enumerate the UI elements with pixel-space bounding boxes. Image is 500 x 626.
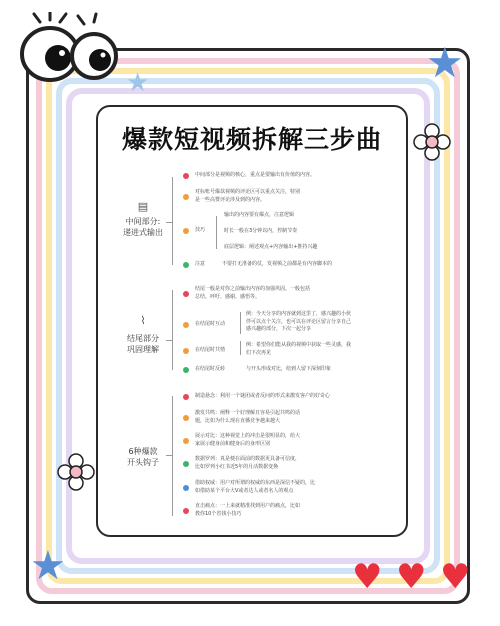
flower-icon [412,122,452,162]
heart-icon: ♥ [396,557,427,597]
sub-item: 与开头形成对比，给到人留下深刻印象 [246,366,332,372]
list-item-label: 在结尾时反转 [195,366,226,372]
list-item: 制造悬念：利用一个谜团或者反问的形式来激发客户的好奇心 [195,393,331,399]
bullet-dot [183,461,189,467]
section-3-label: 6种爆款 开头钩子 [127,447,159,467]
list-item: 数据罗列：真是便在面前的数据更具备可信度， 比如罗列小红书近5年的月活数据变换 [195,456,301,470]
sub-item: 不要打无准备的仗，发视频之前都是有内容脚本的 [222,261,333,267]
doc-icon: ▤ [137,200,149,213]
sub-item: 底层逻辑：阐述观点+内容输出+推持兴趣 [224,244,318,250]
bullet-dot [183,194,189,200]
list-item: 直击痛点：一上来就精准找到用户的痛点，比如 教你10个省钱小技巧 [195,503,301,517]
heart-icon: ♥ [352,557,383,597]
list-item: 借助权威：用户对所谓的权威的东西是深信不疑的，比 如借助某个平台大V或者达人或者名人的观点 [195,480,316,494]
sub-item: 输出的内容要有爆点，注意逻辑 [224,212,295,218]
googly-eyes-decoration [10,12,120,82]
bullet-dot [183,394,189,400]
list-item-label: 在结尾时共情 [195,347,226,353]
bullet-dot [183,438,189,444]
bullet-dot [183,228,189,234]
list-item-label: 技巧 [195,227,206,233]
section-2-label: 结尾部分 巩固理解 [127,334,159,354]
list-item-label: 在结尾时互动 [195,321,226,327]
bullet-dot [183,415,189,421]
flower-icon [56,452,96,492]
sub-item: 例：希望你们能从我的视频中获取一些灵感，我 们下次再见 [246,342,352,356]
list-item: 激发共鸣：阐释一个好理解且容易引起共鸣的话 题，比如为什么现在直播竞争越来越大 [195,410,301,424]
list-item: 展示对比：这种视觉上的冲击是很明显的，给大 家展示健身前和健身后的身形区别 [195,433,301,447]
star-icon: ★ [426,38,464,87]
star-icon: ★ [30,543,66,589]
list-item: 对标账号爆款视频的评论区可以重点关注，特别 是一些高赞评论涉及到的内容。 [195,189,301,203]
bullet-dot [183,262,189,268]
star-icon: ★ [126,68,150,98]
paperclip-icon: ⌇ [140,314,146,327]
heart-icon: ♥ [440,557,471,597]
page-title: 爆款短视频拆解三步曲 [121,125,382,154]
sub-item: 时长一般在3分钟以内，控制节奏 [224,228,298,234]
bullet-dot [183,367,189,373]
bullet-dot [183,173,189,179]
bullet-dot [183,485,189,491]
list-item-label: 注意 [195,261,206,267]
right-pupil [89,49,111,71]
bullet-dot [183,291,189,297]
bullet-dot [183,322,189,328]
list-item: 结尾一般是对你之前输出内容的加强巩固。一般包括 总结、呼吁、感谢、感悟等。 [195,286,311,300]
bullet-dot [183,348,189,354]
section-1-label: 中间部分: 递进式输出 [123,217,163,237]
left-pupil [45,45,71,71]
eyelash-left [34,12,96,24]
sub-item: 例：今天分享的内容就到这里了，感兴趣的小伙 伴可以点个关注，也可以在评论区留言分享自己 感兴趣的部分，下次一起分享 [246,311,352,332]
list-item: 中间部分是视频的核心，重点是要输出有价值的内容。 [195,172,316,178]
bullet-dot [183,508,189,514]
